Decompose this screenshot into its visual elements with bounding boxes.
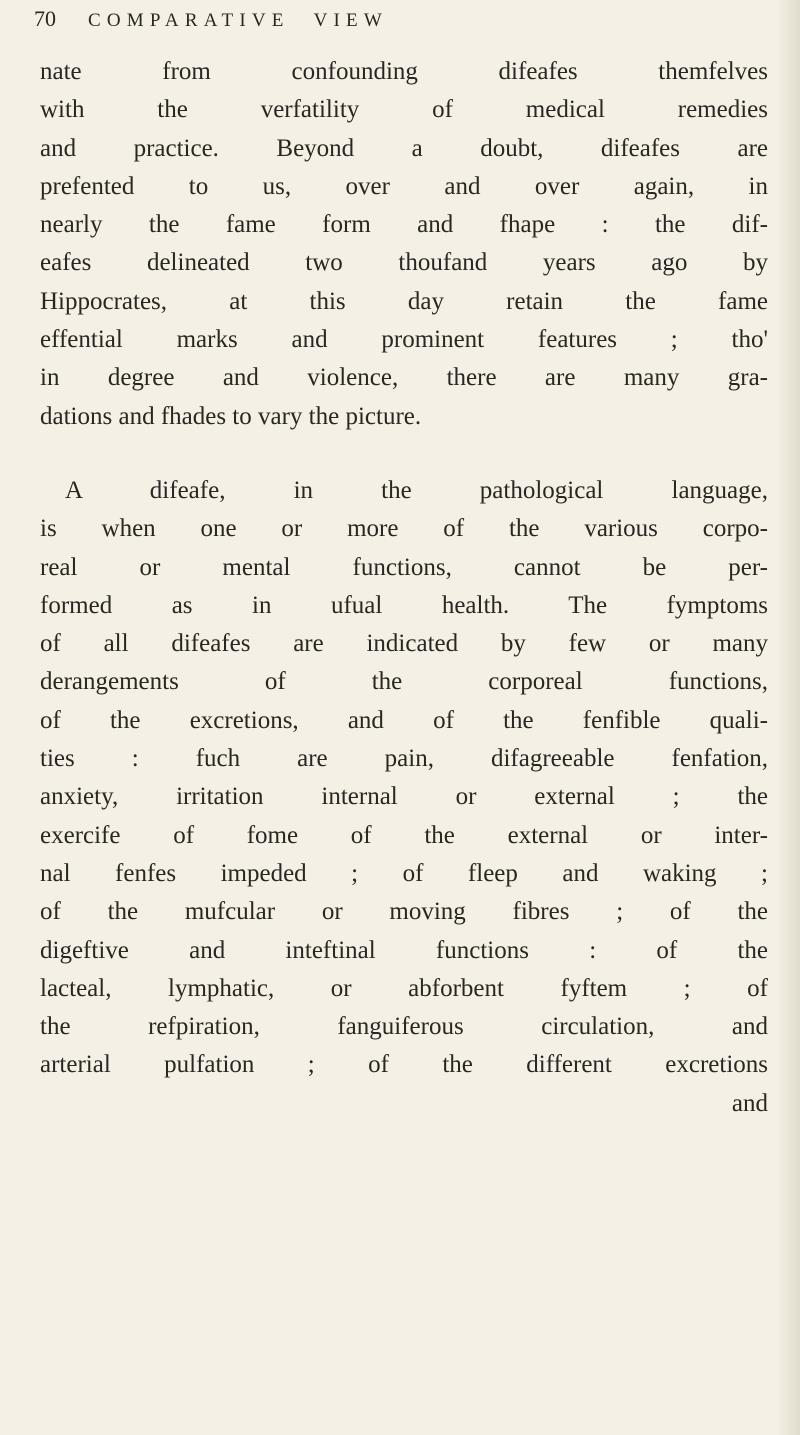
paragraph-gap <box>40 436 768 472</box>
text-line: anxiety, irritation internal or external ; the <box>40 783 768 811</box>
page-number: 70 <box>34 6 56 31</box>
text-line: nearly the fame form and fhape : the dif- <box>40 211 768 239</box>
text-line: A difeafe, in the pathological language, <box>65 476 768 504</box>
text-line: real or mental functions, cannot be per- <box>40 553 768 581</box>
text-line: derangements of the corporeal functions, <box>40 668 768 696</box>
paragraph-1 <box>40 53 768 436</box>
text-line: ties : fuch are pain, difagreeable fenfation, <box>40 745 768 773</box>
text-line: prefented to us, over and over again, in <box>40 172 768 200</box>
text-line: the refpiration, fanguiferous circulation, and <box>40 1013 768 1041</box>
running-title-word-2: VIEW <box>313 10 388 31</box>
text-line: of the excretions, and of the fenfible quali- <box>40 706 768 734</box>
catchword: and <box>731 1089 768 1117</box>
running-head <box>34 0 734 42</box>
running-title-word-1: COMPARATIVE <box>88 10 290 31</box>
text-line: effential marks and prominent features ; tho' <box>40 326 768 354</box>
text-line: Hippocrates, at this day retain the fame <box>40 287 768 315</box>
text-line: in degree and violence, there are many gra- <box>40 364 768 392</box>
running-title <box>88 4 388 38</box>
text-line: lacteal, lymphatic, or abforbent fyftem ; of <box>40 974 768 1002</box>
text-line: of the mufcular or moving fibres ; of the <box>40 898 768 926</box>
body-text <box>40 53 768 1123</box>
text-line: exercife of fome of the external or inter- <box>40 821 768 849</box>
text-line: dations and fhades to vary the picture. <box>40 402 422 430</box>
page-edge-shadow <box>776 0 800 1435</box>
paragraph-2 <box>40 472 768 1085</box>
text-line: formed as in ufual health. The fymptoms <box>40 591 768 619</box>
text-line: nate from confounding difeafes themfelves <box>40 58 768 85</box>
text-line: digeftive and inteftinal functions : of the <box>40 936 768 964</box>
text-line: is when one or more of the various corpo- <box>40 515 768 543</box>
text-line: with the verfatility of medical remedies <box>40 96 768 124</box>
text-line: of all difeafes are indicated by few or many <box>40 630 768 658</box>
text-line: eafes delineated two thoufand years ago by <box>40 249 768 277</box>
text-line: nal fenfes impeded ; of fleep and waking ; <box>40 859 768 887</box>
text-line: arterial pulfation ; of the different excretions <box>40 1051 768 1079</box>
text-line: and practice. Beyond a doubt, difeafes are <box>40 134 768 162</box>
